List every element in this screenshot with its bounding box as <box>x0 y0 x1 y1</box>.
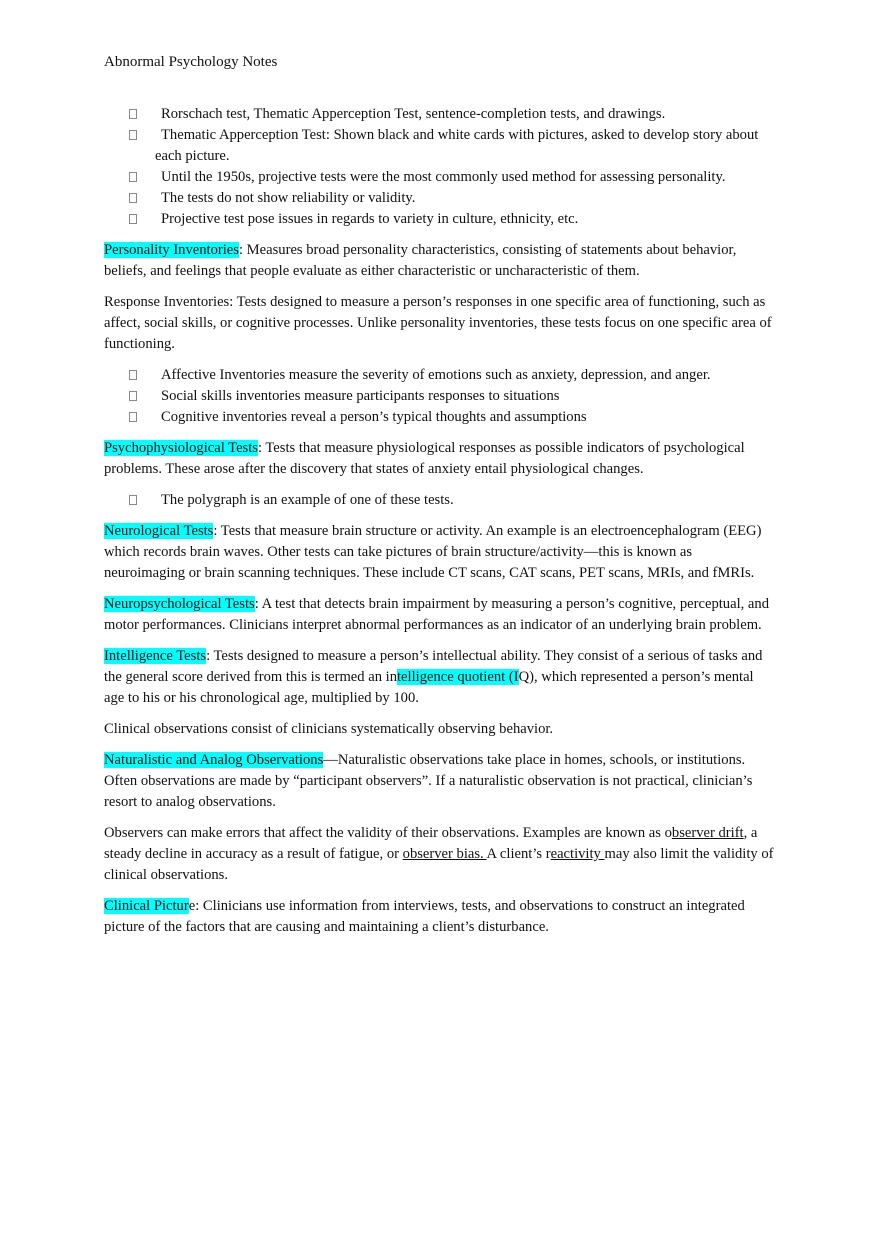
checkbox-bullet-icon <box>129 109 137 119</box>
checkbox-bullet-icon <box>129 193 137 203</box>
bullet-list-polygraph <box>104 490 776 511</box>
list-item: The tests do not show reliability or validity. <box>155 188 776 209</box>
list-item: Thematic Apperception Test: Shown black and white cards with pictures, asked to develop story about each picture. <box>155 125 776 167</box>
paragraph-personality-inventories: Personality Inventories: Measures broad personality characteristics, consisting of statements about behavior, beliefs, and feelings that people evaluate as either characteristic or uncharacteristic of them. <box>104 242 737 279</box>
highlighted-term: Clinical Pictur <box>104 898 189 914</box>
checkbox-bullet-icon <box>129 214 137 224</box>
paragraph-clinical-picture: Clinical Picture: Clinicians use information from interviews, tests, and observations to construct an integrated picture of the factors that are causing and maintaining a client’s disturbance. <box>104 898 745 935</box>
list-item: The polygraph is an example of one of these tests. <box>155 490 776 511</box>
checkbox-bullet-icon <box>129 172 137 182</box>
checkbox-bullet-icon <box>129 370 137 380</box>
paragraph-neurological-tests: Neurological Tests: Tests that measure brain structure or activity. An example is an electroencephalogram (EEG) which records brain waves. Other tests can take pictures of brain structure/activity—this is known as neuroimaging or brain scanning techniques. These include CT scans, CAT scans, PET scans, MRIs, and fMRIs. <box>104 523 762 581</box>
highlighted-term-iq: telligence quotient (I <box>397 669 519 685</box>
bullet-list-inventories <box>104 365 776 428</box>
checkbox-bullet-icon <box>129 495 137 505</box>
bullet-list-projective <box>104 104 776 230</box>
paragraph-neuropsychological-tests: Neuropsychological Tests: A test that detects brain impairment by measuring a person’s cognitive, perceptual, and motor performances. Clinicians interpret abnormal performances as an indicator of an underlying brain problem. <box>104 596 769 633</box>
underlined-term: bserver drift <box>671 825 744 841</box>
document-body <box>104 104 776 948</box>
list-item: Cognitive inventories reveal a person’s typical thoughts and assumptions <box>155 407 776 428</box>
list-item: Affective Inventories measure the severity of emotions such as anxiety, depression, and anger. <box>155 365 776 386</box>
paragraph-psychophysiological-tests: Psychophysiological Tests: Tests that measure physiological responses as possible indicators of psychological problems. These arose after the discovery that states of anxiety entail physiological changes. <box>104 440 745 477</box>
checkbox-bullet-icon <box>129 412 137 422</box>
underlined-term: observer bias. <box>402 846 487 862</box>
paragraph-observer-errors: Observers can make errors that affect the validity of their observations. Examples are known as observer drift, a steady decline in accuracy as a result of fatigue, or observer bias. A client’s reactivity may also limit the validity of clinical observations. <box>104 825 774 883</box>
highlighted-term: Psychophysiological Tests <box>104 440 258 456</box>
checkbox-bullet-icon <box>129 130 137 140</box>
list-item: Projective test pose issues in regards to variety in culture, ethnicity, etc. <box>155 209 776 230</box>
highlighted-term: Neuropsychological Tests <box>104 596 255 612</box>
paragraph-intelligence-tests: Intelligence Tests: Tests designed to measure a person’s intellectual ability. They consist of a serious of tasks and the general score derived from this is termed an intelligence quotient (IQ), which represented a person’s mental age to his or his chronological age, multiplied by 100. <box>104 648 763 706</box>
highlighted-term: Neurological Tests <box>104 523 214 539</box>
list-item: Until the 1950s, projective tests were the most commonly used method for assessing personality. <box>155 167 776 188</box>
highlighted-term: Naturalistic and Analog Observations <box>104 752 324 768</box>
checkbox-bullet-icon <box>129 391 137 401</box>
paragraph-response-inventories: Response Inventories: Tests designed to measure a person’s responses in one specific area of functioning, such as affect, social skills, or cognitive processes. Unlike personality inventories, these tests focus on one specific area of functioning. <box>104 294 772 352</box>
paragraph-naturalistic-observations: Naturalistic and Analog Observations—Naturalistic observations take place in homes, schools, or institutions. Often observations are made by “participant observers”. If a naturalistic observation is not practical, clinician’s resort to analog observations. <box>104 752 753 810</box>
list-item: Social skills inventories measure participants responses to situations <box>155 386 776 407</box>
highlighted-term: Intelligence Tests <box>104 648 207 664</box>
list-item: Rorschach test, Thematic Apperception Test, sentence-completion tests, and drawings. <box>155 104 776 125</box>
underlined-term: eactivity <box>550 846 605 862</box>
paragraph-clinical-observations: Clinical observations consist of clinicians systematically observing behavior. <box>104 721 554 737</box>
highlighted-term: Personality Inventories <box>104 242 239 258</box>
page-header: Abnormal Psychology Notes <box>104 54 278 70</box>
